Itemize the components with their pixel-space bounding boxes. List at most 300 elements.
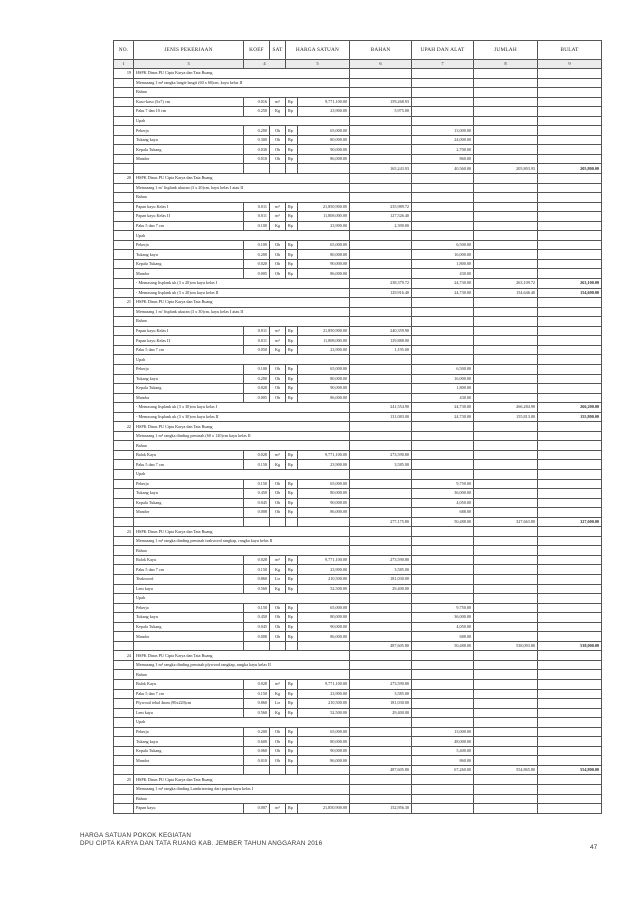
material-cost: 127,526.40 bbox=[350, 212, 412, 222]
empty-cell bbox=[538, 135, 602, 145]
empty-cell bbox=[114, 364, 134, 374]
empty-cell bbox=[114, 393, 134, 403]
empty-cell bbox=[114, 765, 134, 775]
empty-cell bbox=[114, 126, 134, 136]
empty-cell bbox=[538, 345, 602, 355]
section-title-row bbox=[114, 422, 602, 432]
coefficient: 0.860 bbox=[244, 574, 270, 584]
description-text: Upah bbox=[134, 594, 350, 604]
empty-cell bbox=[114, 403, 134, 413]
labor-total: 24,730.00 bbox=[412, 279, 474, 289]
empty-cell bbox=[538, 78, 602, 88]
labor-cost bbox=[412, 574, 474, 584]
variant-name: - Memasang lisplank uk (3 x 30)cm kayu kelas I bbox=[134, 403, 350, 413]
coefficient: 0.450 bbox=[244, 489, 270, 499]
empty-cell bbox=[286, 641, 298, 651]
total-row bbox=[114, 641, 602, 651]
unit-price: 80,000.00 bbox=[298, 613, 350, 623]
empty-cell bbox=[474, 422, 538, 432]
header-sat: SAT bbox=[270, 41, 286, 60]
empty-cell bbox=[474, 145, 538, 155]
empty-cell bbox=[538, 384, 602, 394]
description-text: Bahan bbox=[134, 670, 350, 680]
coefficient: 0.860 bbox=[244, 699, 270, 709]
material-cost bbox=[350, 613, 412, 623]
unit-price: 23,900.00 bbox=[298, 460, 350, 470]
coefficient: 0.011 bbox=[244, 336, 270, 346]
empty-cell bbox=[114, 785, 134, 795]
description-row bbox=[114, 546, 602, 556]
description-row bbox=[114, 794, 602, 804]
unit: m³ bbox=[270, 326, 286, 336]
empty-cell bbox=[538, 594, 602, 604]
component-row bbox=[114, 479, 602, 489]
coefficient: 0.010 bbox=[244, 756, 270, 766]
empty-cell bbox=[114, 479, 134, 489]
currency: Rp bbox=[286, 374, 298, 384]
labor-cost: 1,800.00 bbox=[412, 384, 474, 394]
empty-cell bbox=[298, 517, 350, 527]
currency: Rp bbox=[286, 574, 298, 584]
empty-cell bbox=[474, 183, 538, 193]
labor-total: 24,730.00 bbox=[412, 288, 474, 298]
empty-cell bbox=[350, 193, 412, 203]
description-row bbox=[114, 355, 602, 365]
component-name: Kepala Tukang bbox=[134, 384, 244, 394]
empty-cell bbox=[114, 632, 134, 642]
currency: Rp bbox=[286, 384, 298, 394]
unit-price: 86,000.00 bbox=[298, 269, 350, 279]
empty-cell bbox=[114, 412, 134, 422]
component-row bbox=[114, 489, 602, 499]
header-jenis-pekerjaan: JENIS PEKERJAAN bbox=[134, 41, 244, 60]
coefficient: 0.020 bbox=[244, 259, 270, 269]
description-row bbox=[114, 88, 602, 98]
rounded-total: 266,200.00 bbox=[538, 403, 602, 413]
grand-total: 327,663.80 bbox=[474, 517, 538, 527]
section-title-row bbox=[114, 775, 602, 785]
currency: Rp bbox=[286, 126, 298, 136]
component-row bbox=[114, 555, 602, 565]
description-text: Memasang 1 m² rangka dinding Lambrizering dari papan kayu kelas I bbox=[134, 785, 350, 795]
empty-cell bbox=[350, 469, 412, 479]
empty-cell bbox=[474, 355, 538, 365]
unit-price: 86,000.00 bbox=[298, 756, 350, 766]
currency: Rp bbox=[286, 565, 298, 575]
empty-cell bbox=[474, 680, 538, 690]
empty-cell bbox=[538, 183, 602, 193]
unit-price: 86,000.00 bbox=[298, 393, 350, 403]
empty-cell bbox=[538, 699, 602, 709]
currency: Rp bbox=[286, 240, 298, 250]
component-name: Papan kayu bbox=[134, 804, 244, 814]
labor-cost: 1,800.00 bbox=[412, 259, 474, 269]
material-cost: 3,585.00 bbox=[350, 460, 412, 470]
empty-cell bbox=[474, 97, 538, 107]
empty-cell bbox=[412, 174, 474, 184]
currency: Rp bbox=[286, 622, 298, 632]
component-row bbox=[114, 603, 602, 613]
labor-cost bbox=[412, 450, 474, 460]
empty-cell bbox=[538, 574, 602, 584]
table-body bbox=[114, 69, 602, 814]
material-cost bbox=[350, 737, 412, 747]
empty-cell bbox=[412, 69, 474, 79]
component-row bbox=[114, 345, 602, 355]
col-number: 5 bbox=[286, 60, 350, 69]
material-cost: 29,400.00 bbox=[350, 584, 412, 594]
description-row bbox=[114, 193, 602, 203]
currency: Rp bbox=[286, 336, 298, 346]
coefficient: 0.150 bbox=[244, 603, 270, 613]
unit-price-table bbox=[113, 40, 602, 814]
empty-cell bbox=[538, 794, 602, 804]
empty-cell bbox=[538, 651, 602, 661]
component-row bbox=[114, 269, 602, 279]
material-cost: 1,195.00 bbox=[350, 345, 412, 355]
variant-total-row bbox=[114, 412, 602, 422]
labor-total: 24,730.00 bbox=[412, 412, 474, 422]
empty-cell bbox=[350, 660, 412, 670]
empty-cell bbox=[114, 326, 134, 336]
unit: Kg bbox=[270, 460, 286, 470]
component-row bbox=[114, 699, 602, 709]
empty-cell bbox=[114, 336, 134, 346]
labor-cost bbox=[412, 460, 474, 470]
description-row bbox=[114, 441, 602, 451]
labor-cost: 24,000.00 bbox=[412, 135, 474, 145]
material-cost: 152,956.30 bbox=[350, 804, 412, 814]
empty-cell bbox=[474, 708, 538, 718]
empty-cell bbox=[474, 536, 538, 546]
empty-cell bbox=[270, 641, 286, 651]
empty-cell bbox=[114, 756, 134, 766]
empty-cell bbox=[474, 565, 538, 575]
component-row bbox=[114, 565, 602, 575]
component-row bbox=[114, 756, 602, 766]
coefficient: 0.030 bbox=[244, 145, 270, 155]
labor-cost: 36,000.00 bbox=[412, 489, 474, 499]
unit-price: 80,000.00 bbox=[298, 135, 350, 145]
empty-cell bbox=[350, 794, 412, 804]
section-title: HSPK Dinas PU Cipta Karya dan Tata Ruang bbox=[134, 174, 350, 184]
currency: Rp bbox=[286, 680, 298, 690]
unit: Oh bbox=[270, 632, 286, 642]
labor-total: 24,730.00 bbox=[412, 403, 474, 413]
coefficient: 0.020 bbox=[244, 384, 270, 394]
empty-cell bbox=[474, 660, 538, 670]
labor-cost: 9,750.00 bbox=[412, 479, 474, 489]
unit: Oh bbox=[270, 737, 286, 747]
unit-price: 80,000.00 bbox=[298, 489, 350, 499]
component-row bbox=[114, 384, 602, 394]
component-row bbox=[114, 393, 602, 403]
empty-cell bbox=[412, 660, 474, 670]
empty-cell bbox=[350, 88, 412, 98]
unit: Ltr bbox=[270, 574, 286, 584]
empty-cell bbox=[412, 355, 474, 365]
empty-cell bbox=[298, 765, 350, 775]
empty-cell bbox=[538, 479, 602, 489]
labor-cost bbox=[412, 326, 474, 336]
labor-cost: 6,500.00 bbox=[412, 364, 474, 374]
component-row bbox=[114, 202, 602, 212]
component-name: Kepala Tukang bbox=[134, 498, 244, 508]
section-title: HSPK Dinas PU Cipta Karya dan Tata Ruang bbox=[134, 422, 350, 432]
empty-cell bbox=[538, 622, 602, 632]
component-name: Kepala Tukang bbox=[134, 145, 244, 155]
empty-cell bbox=[474, 431, 538, 441]
unit: Oh bbox=[270, 259, 286, 269]
empty-cell bbox=[350, 775, 412, 785]
col-number: 4 bbox=[244, 60, 286, 69]
empty-cell bbox=[114, 450, 134, 460]
component-name: Pekerja bbox=[134, 603, 244, 613]
labor-cost: 48,000.00 bbox=[412, 737, 474, 747]
coefficient: 0.300 bbox=[244, 135, 270, 145]
empty-cell bbox=[474, 670, 538, 680]
section-title-row bbox=[114, 174, 602, 184]
labor-cost bbox=[412, 107, 474, 117]
empty-cell bbox=[412, 441, 474, 451]
empty-cell bbox=[474, 775, 538, 785]
component-name: Papan kayu Kelas II bbox=[134, 212, 244, 222]
empty-cell bbox=[474, 193, 538, 203]
coefficient: 0.008 bbox=[244, 632, 270, 642]
empty-cell bbox=[474, 785, 538, 795]
description-text: Memasang 1 m² rangka dinding pemisah plywood rangkap, rangka kayu kelas II bbox=[134, 660, 350, 670]
empty-cell bbox=[538, 660, 602, 670]
col-number: 8 bbox=[474, 60, 538, 69]
coefficient: 0.150 bbox=[244, 689, 270, 699]
empty-cell bbox=[538, 603, 602, 613]
empty-cell bbox=[350, 594, 412, 604]
footer-line-1: HARGA SATUAN POKOK KEGIATAN bbox=[80, 832, 192, 839]
currency: Rp bbox=[286, 202, 298, 212]
empty-cell bbox=[114, 603, 134, 613]
unit-price: 65,000.00 bbox=[298, 479, 350, 489]
empty-cell bbox=[350, 536, 412, 546]
empty-cell bbox=[538, 775, 602, 785]
empty-cell bbox=[134, 765, 244, 775]
section-title-row bbox=[114, 527, 602, 537]
material-cost: 273,590.80 bbox=[350, 555, 412, 565]
empty-cell bbox=[114, 307, 134, 317]
empty-cell bbox=[114, 193, 134, 203]
empty-cell bbox=[114, 154, 134, 164]
empty-cell bbox=[538, 555, 602, 565]
empty-cell bbox=[412, 785, 474, 795]
component-name: Tukang kayu bbox=[134, 374, 244, 384]
description-row bbox=[114, 183, 602, 193]
unit-price: 9,771,100.00 bbox=[298, 680, 350, 690]
material-total: 129,916.40 bbox=[350, 288, 412, 298]
currency: Rp bbox=[286, 632, 298, 642]
empty-cell bbox=[114, 469, 134, 479]
currency: Rp bbox=[286, 364, 298, 374]
empty-cell bbox=[538, 364, 602, 374]
empty-cell bbox=[538, 116, 602, 126]
empty-cell bbox=[114, 279, 134, 289]
empty-cell bbox=[114, 355, 134, 365]
table-header-row bbox=[114, 41, 602, 60]
empty-cell bbox=[474, 298, 538, 308]
item-number: 23 bbox=[114, 527, 134, 537]
coefficient: 0.011 bbox=[244, 212, 270, 222]
empty-cell bbox=[538, 193, 602, 203]
currency: Rp bbox=[286, 154, 298, 164]
component-name: Mandor bbox=[134, 154, 244, 164]
empty-cell bbox=[538, 250, 602, 260]
empty-cell bbox=[474, 269, 538, 279]
empty-cell bbox=[114, 555, 134, 565]
empty-cell bbox=[114, 498, 134, 508]
material-cost: 273,590.80 bbox=[350, 680, 412, 690]
empty-cell bbox=[474, 221, 538, 231]
empty-cell bbox=[114, 804, 134, 814]
currency: Rp bbox=[286, 689, 298, 699]
material-cost: 240,359.90 bbox=[350, 326, 412, 336]
empty-cell bbox=[474, 307, 538, 317]
description-row bbox=[114, 231, 602, 241]
labor-cost bbox=[412, 584, 474, 594]
labor-cost: 688.00 bbox=[412, 508, 474, 518]
component-row bbox=[114, 708, 602, 718]
material-cost: 3,585.00 bbox=[350, 565, 412, 575]
labor-cost: 13,000.00 bbox=[412, 126, 474, 136]
empty-cell bbox=[474, 460, 538, 470]
empty-cell bbox=[538, 756, 602, 766]
unit: Oh bbox=[270, 756, 286, 766]
component-row bbox=[114, 374, 602, 384]
empty-cell bbox=[114, 574, 134, 584]
page-number: 47 bbox=[590, 844, 598, 851]
component-name: Pekerja bbox=[134, 727, 244, 737]
empty-cell bbox=[114, 374, 134, 384]
empty-cell bbox=[114, 746, 134, 756]
labor-cost bbox=[412, 345, 474, 355]
unit: Oh bbox=[270, 508, 286, 518]
item-number: 22 bbox=[114, 422, 134, 432]
empty-cell bbox=[114, 317, 134, 327]
coefficient: 0.560 bbox=[244, 708, 270, 718]
description-row bbox=[114, 536, 602, 546]
empty-cell bbox=[474, 126, 538, 136]
component-row bbox=[114, 508, 602, 518]
labor-cost: 6,500.00 bbox=[412, 240, 474, 250]
empty-cell bbox=[350, 69, 412, 79]
empty-cell bbox=[474, 489, 538, 499]
labor-cost bbox=[412, 212, 474, 222]
variant-name: - Memasang lisplank uk (3 x 20)cm kayu kelas II bbox=[134, 288, 350, 298]
description-text: Upah bbox=[134, 355, 350, 365]
labor-cost: 5,400.00 bbox=[412, 746, 474, 756]
component-name: Pekerja bbox=[134, 364, 244, 374]
unit-price: 52,500.00 bbox=[298, 584, 350, 594]
empty-cell bbox=[114, 116, 134, 126]
labor-cost bbox=[412, 699, 474, 709]
empty-cell bbox=[474, 603, 538, 613]
grand-total: 263,109.72 bbox=[474, 279, 538, 289]
component-name: Balok Kayu bbox=[134, 450, 244, 460]
empty-cell bbox=[474, 527, 538, 537]
labor-cost bbox=[412, 555, 474, 565]
material-cost: 235,989.72 bbox=[350, 202, 412, 212]
material-cost: 29,400.00 bbox=[350, 708, 412, 718]
empty-cell bbox=[538, 326, 602, 336]
currency: Rp bbox=[286, 508, 298, 518]
empty-cell bbox=[474, 374, 538, 384]
grand-total: 266,284.90 bbox=[474, 403, 538, 413]
empty-cell bbox=[412, 431, 474, 441]
unit: Oh bbox=[270, 727, 286, 737]
empty-cell bbox=[538, 727, 602, 737]
empty-cell bbox=[538, 97, 602, 107]
currency: Rp bbox=[286, 345, 298, 355]
component-name: Tukang kayu bbox=[134, 613, 244, 623]
unit: Oh bbox=[270, 622, 286, 632]
component-name: Kaso-kaso (5x7) cm bbox=[134, 97, 244, 107]
empty-cell bbox=[538, 670, 602, 680]
empty-cell bbox=[350, 718, 412, 728]
empty-cell bbox=[474, 202, 538, 212]
empty-cell bbox=[114, 708, 134, 718]
empty-cell bbox=[350, 78, 412, 88]
empty-cell bbox=[474, 746, 538, 756]
currency: Rp bbox=[286, 498, 298, 508]
component-row bbox=[114, 145, 602, 155]
component-row bbox=[114, 107, 602, 117]
material-cost bbox=[350, 269, 412, 279]
labor-total: 67,260.00 bbox=[412, 765, 474, 775]
empty-cell bbox=[474, 212, 538, 222]
col-number: 6 bbox=[350, 60, 412, 69]
description-text: Bahan bbox=[134, 441, 350, 451]
description-text: Bahan bbox=[134, 317, 350, 327]
empty-cell bbox=[350, 785, 412, 795]
component-row bbox=[114, 250, 602, 260]
unit: Oh bbox=[270, 250, 286, 260]
material-cost bbox=[350, 632, 412, 642]
page-footer bbox=[80, 832, 322, 848]
empty-cell bbox=[474, 498, 538, 508]
empty-cell bbox=[538, 145, 602, 155]
labor-cost bbox=[412, 689, 474, 699]
unit-price: 86,000.00 bbox=[298, 154, 350, 164]
material-total: 241,554.90 bbox=[350, 403, 412, 413]
labor-cost bbox=[412, 221, 474, 231]
empty-cell bbox=[474, 508, 538, 518]
unit: Oh bbox=[270, 613, 286, 623]
labor-cost bbox=[412, 97, 474, 107]
coefficient: 0.200 bbox=[244, 727, 270, 737]
empty-cell bbox=[114, 718, 134, 728]
coefficient: 0.045 bbox=[244, 622, 270, 632]
empty-cell bbox=[412, 317, 474, 327]
unit-price: 11,808,000.00 bbox=[298, 336, 350, 346]
material-cost bbox=[350, 384, 412, 394]
component-name: Paku 7 dan 10 cm bbox=[134, 107, 244, 117]
empty-cell bbox=[114, 269, 134, 279]
component-name: Mandor bbox=[134, 269, 244, 279]
currency: Rp bbox=[286, 584, 298, 594]
rounded-total: 263,100.00 bbox=[538, 279, 602, 289]
empty-cell bbox=[474, 174, 538, 184]
total-row bbox=[114, 765, 602, 775]
unit: Oh bbox=[270, 154, 286, 164]
empty-cell bbox=[114, 231, 134, 241]
empty-cell bbox=[474, 69, 538, 79]
